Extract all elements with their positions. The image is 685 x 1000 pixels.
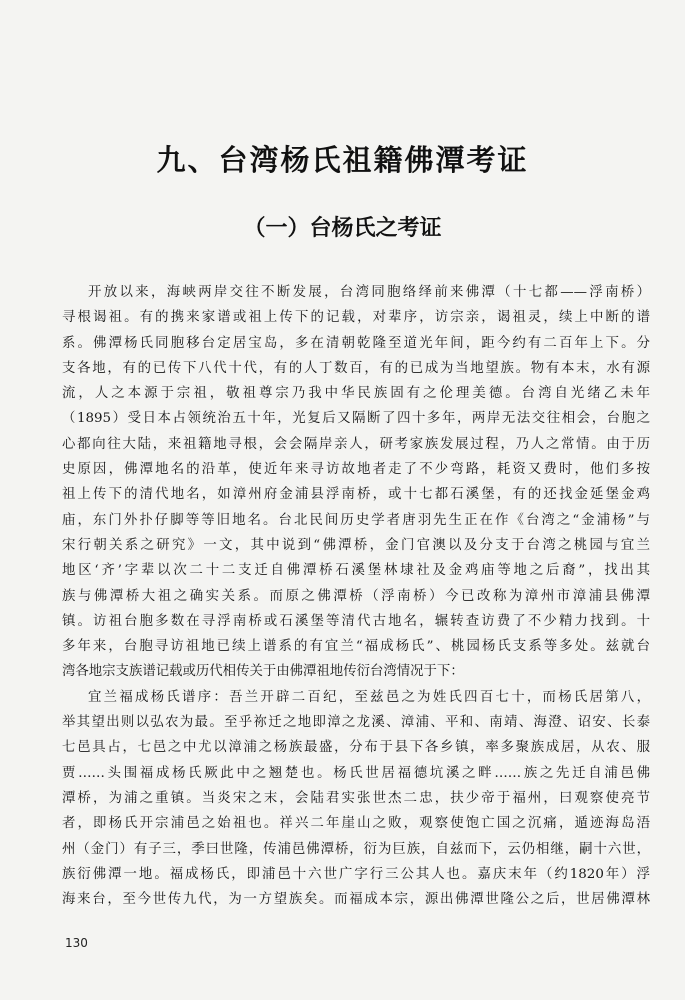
text-line: 流，人之本源于宗祖，敬祖尊宗乃我中华民族固有之伦理美德。台湾自光绪乙未年 <box>62 386 650 402</box>
text-line: 支各地，有的已传下八代十代，有的人丁数百，有的已成为当地望族。物有本末，水有源 <box>62 360 650 376</box>
text-line: 族与佛潭桥大祖之确实关系。而原之佛潭桥（浮南桥）今已改称为漳州市漳浦县佛潭 <box>62 588 650 604</box>
text-line: 祖上传下的清代地名，如漳州府金浦县浮南桥，或十七都石溪堡，有的还找金延堡金鸡 <box>62 487 650 503</box>
text-line: 族衍佛潭一地。福成杨氏，即浦邑十六世广字行三公其人也。嘉庆末年（约1820年）浮 <box>62 866 650 882</box>
page-number: 130 <box>65 936 88 950</box>
text-line: 潭桥，为浦之重镇。当炎宋之末，会陆君实张世杰二忠，扶少帝于福州，曰观察使亮节 <box>62 790 650 806</box>
text-line: 寻根谒祖。有的携来家谱或祖上传下的记载，对辈序，访宗亲，谒祖灵，续上中断的谱 <box>62 310 650 326</box>
text-line: 贾……头围福成杨氏厥此中之翘楚也。杨氏世居福德坑溪之畔……族之先迁自浦邑佛 <box>62 765 650 781</box>
text-line: 者，即杨氏开宗浦邑之始祖也。祥兴二年崖山之败，观察使饱亡国之沉痛，遁迹海岛浯 <box>62 816 650 832</box>
text-line: （1895）受日本占领统治五十年，光复后又隔断了四十多年，两岸无法交往相会，台胞之 <box>62 411 650 427</box>
text-line: 七邑具占，七邑之中尤以漳浦之杨族最盛，分布于县下各乡镇，率多聚族成居，从农、服 <box>62 740 650 756</box>
text-line: 宜兰福成杨氏谱序：吾兰开辟二百纪，至兹邑之为姓氏四百七十，而杨氏居第八， <box>88 689 650 705</box>
text-line: 庙，东门外扑仔脚等等旧地名。台北民间历史学者唐羽先生正在作《台湾之“金浦杨”与 <box>62 512 650 528</box>
text-line: 州（金门）有子三，季曰世隆，传浦邑佛潭桥，衍为巨族，自兹而下，云仍相继，嗣十六世， <box>62 841 650 857</box>
text-line: 系。佛潭杨氏同胞移台定居宝岛，多在清朝乾隆至道光年间，距今约有二百年上下。分 <box>62 335 650 351</box>
text-line: 多年来，台胞寻访祖地已续上谱系的有宜兰“福成杨氏”、桃园杨氏支系等多处。兹就台 <box>62 639 650 655</box>
chapter-title: 九、台湾杨氏祖籍佛潭考证 <box>156 143 529 177</box>
text-line: 开放以来，海峡两岸交往不断发展，台湾同胞络绎前来佛潭（十七都——浮南桥） <box>88 285 650 300</box>
text-line: 海来台，至今世传九代，为一方望族矣。而福成本宗，源出佛潭世隆公之后，世居佛潭林 <box>62 892 650 908</box>
text-line: 宋行朝关系之研究》一文，其中说到“佛潭桥，金门官澳以及分支于台湾之桃园与宜兰 <box>62 537 650 553</box>
text-line: 地区‘齐’字辈以次二十二支迁自佛潭桥石溪堡林埭社及金鸡庙等地之后裔”，找出其 <box>62 563 650 579</box>
text-line: 举其望出则以弘农为最。至乎祢迁之地即漳之龙溪、漳浦、平和、南靖、海澄、诏安、长泰 <box>62 715 650 731</box>
text-line: 心都向往大陆，来祖籍地寻根，会会隔岸亲人，研考家族发展过程，乃人之常情。由于历 <box>62 436 650 452</box>
paragraph-2 <box>62 685 650 913</box>
text-line: 湾各地宗支族谱记载或历代相传关于由佛潭祖地传衍台湾情况于下： <box>62 664 464 680</box>
paragraph-1 <box>62 280 650 685</box>
body-text <box>62 280 650 912</box>
section-title: （一）台杨氏之考证 <box>243 216 442 241</box>
text-line: 镇。访祖台胞多数在寻浮南桥或石溪堡等清代古地名，辗转查访费了不少精力找到。十 <box>62 613 650 629</box>
text-line: 史原因，佛潭地名的沿革，使近年来寻访故地者走了不少弯路，耗资又费时，他们多按 <box>62 462 650 478</box>
